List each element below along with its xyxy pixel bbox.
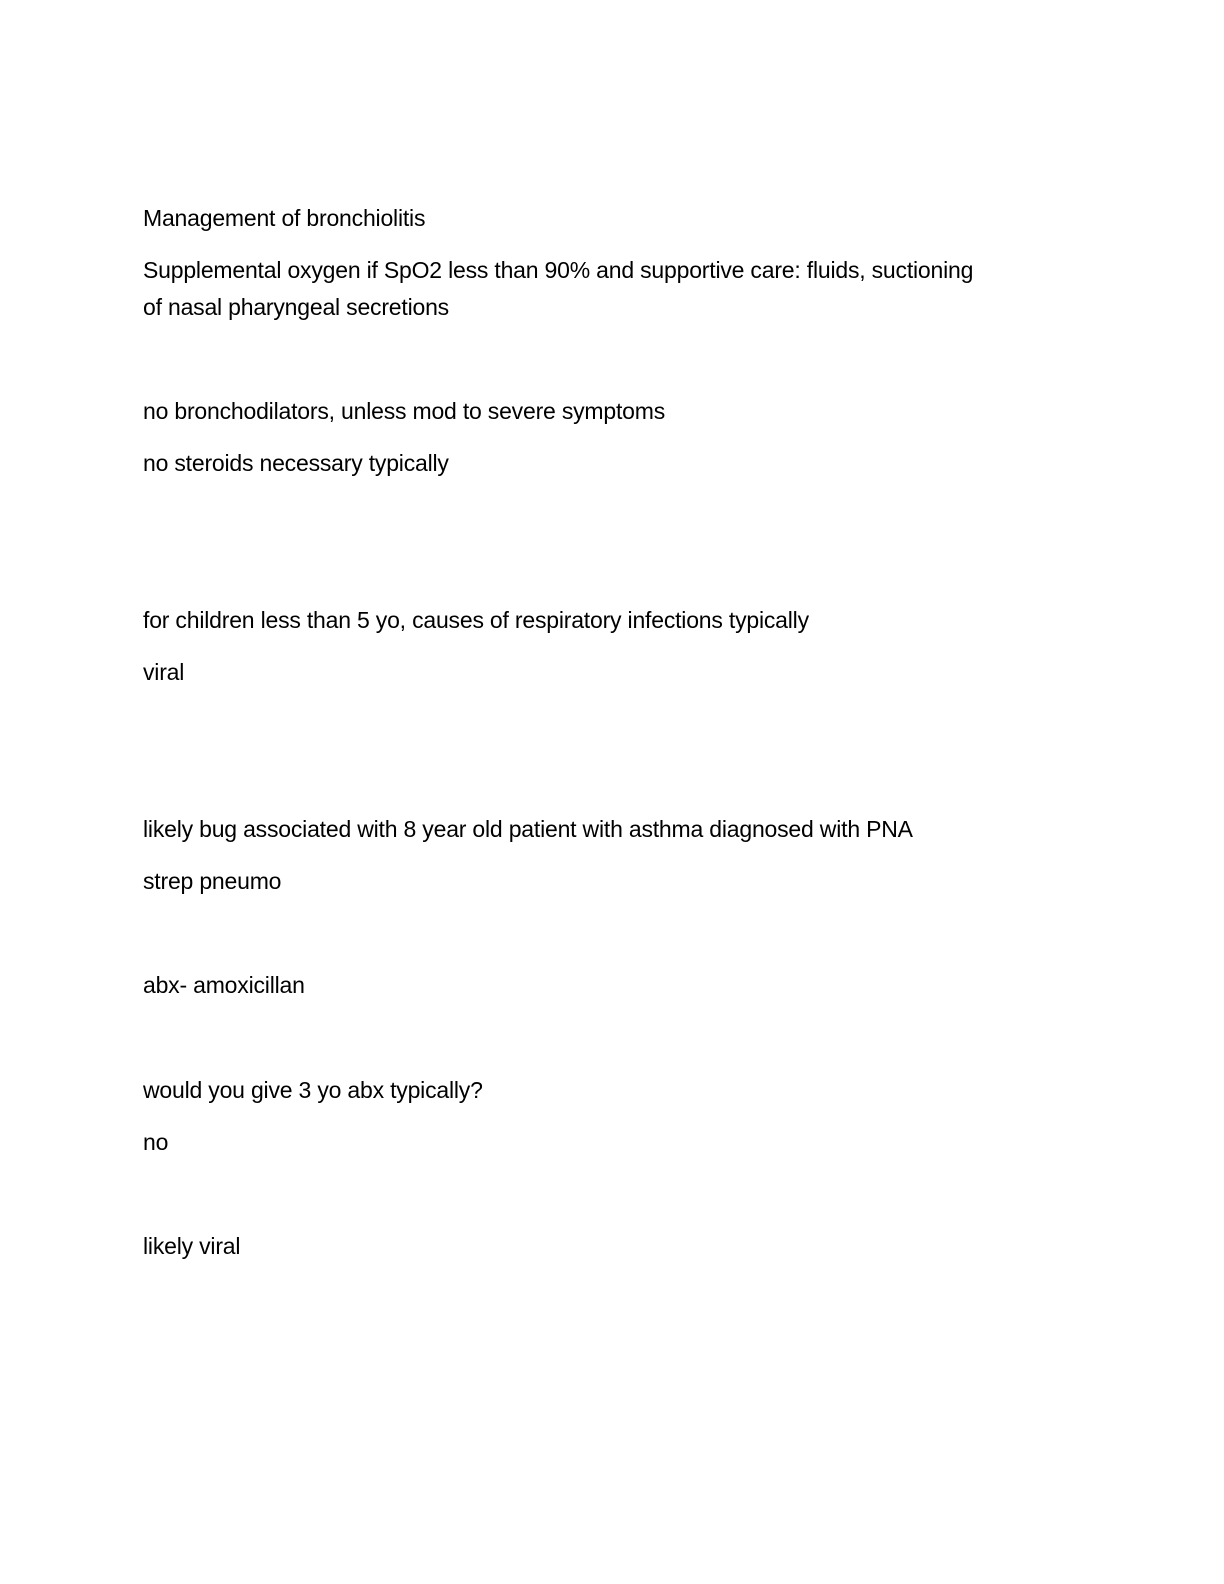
text-line: no xyxy=(143,1129,169,1155)
text-line: for children less than 5 yo, causes of respiratory infections typically xyxy=(143,607,809,633)
text-line: viral xyxy=(143,659,185,685)
text-line: likely bug associated with 8 year old patient with asthma diagnosed with PNA xyxy=(143,816,913,842)
text-line: strep pneumo xyxy=(143,868,282,894)
text-line: would you give 3 yo abx typically? xyxy=(143,1077,483,1103)
text-line: of nasal pharyngeal secretions xyxy=(143,294,449,320)
text-line: no steroids necessary typically xyxy=(143,450,449,476)
text-line: likely viral xyxy=(143,1233,241,1259)
heading-bronchiolitis: Management of bronchiolitis xyxy=(143,205,426,231)
text-line: no bronchodilators, unless mod to severe symptoms xyxy=(143,398,666,424)
text-line: Supplemental oxygen if SpO2 less than 90% and supportive care: fluids, suctioning xyxy=(143,257,974,283)
text-line: abx- amoxicillan xyxy=(143,972,305,998)
